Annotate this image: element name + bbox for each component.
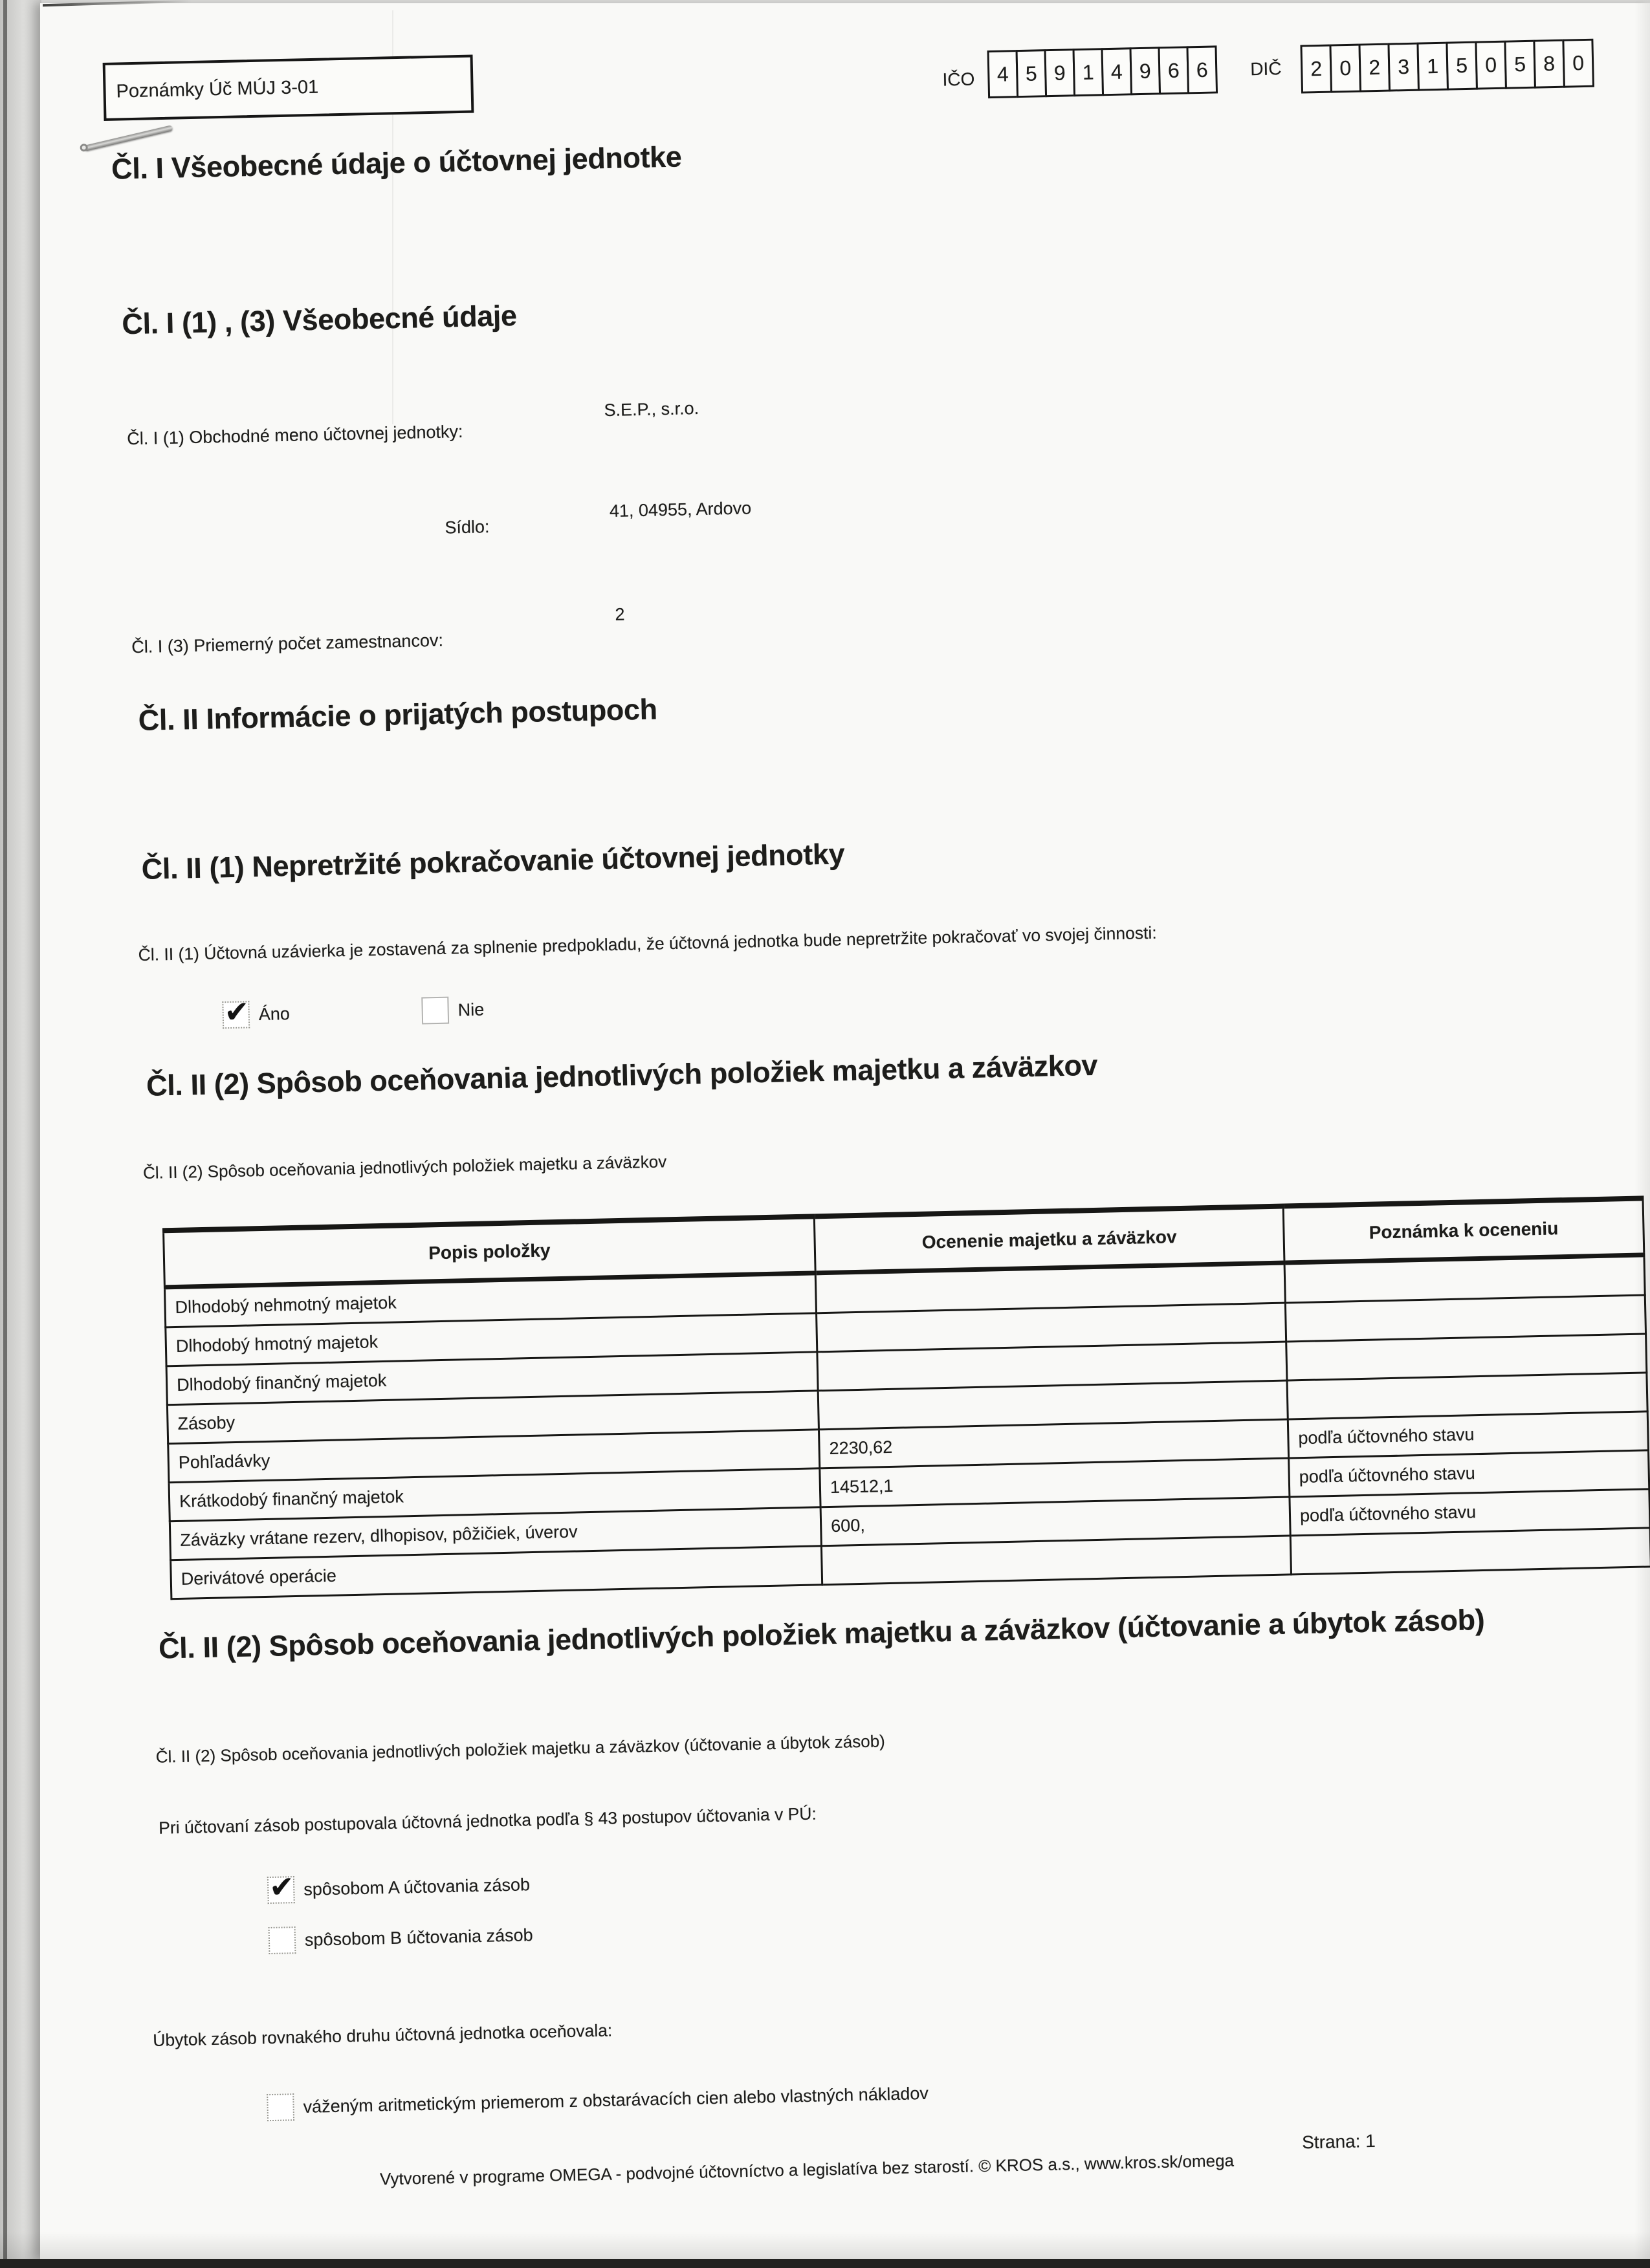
- table-cell: Záväzky vrátane rezerv, dlhopisov, pôžičiek, úverov: [170, 1507, 821, 1560]
- table-cell: 600,: [820, 1497, 1290, 1546]
- employees-label: Čl. I (3) Priemerný počet zamestnancov:: [131, 630, 444, 657]
- scan-bottom-fade: [0, 2232, 1650, 2259]
- table-header-cell: Popis položky: [164, 1216, 816, 1287]
- table-cell: Krátkodobý finančný majetok: [169, 1468, 820, 1521]
- table-header-cell: Ocenenie majetku a záväzkov: [814, 1206, 1284, 1273]
- form-id-label: Poznámky Úč MÚJ 3-01: [116, 76, 319, 102]
- pen-scratch-mark: [83, 125, 173, 151]
- business-name-label: Čl. I (1) Obchodné meno účtovnej jednotky:: [126, 421, 463, 449]
- digit-cell: 6: [1186, 45, 1218, 94]
- method-b-option: [269, 1921, 534, 1954]
- weighted-average-option: [267, 2080, 929, 2121]
- table-cell: podľa účtovného stavu: [1288, 1412, 1648, 1458]
- table-cell: Dlhodobý finančný majetok: [166, 1352, 818, 1405]
- method-a-option: [267, 1871, 531, 1904]
- method-a-label: spôsobom A účtovania zásob: [303, 1874, 531, 1899]
- dic-label: DIČ: [1249, 58, 1282, 80]
- dic-digit-boxes: [1300, 39, 1594, 94]
- table-cell: Dlhodobý hmotný majetok: [166, 1313, 817, 1366]
- digit-cell: 3: [1387, 43, 1420, 92]
- going-concern-no-option: [421, 996, 484, 1024]
- digit-cell: 5: [1446, 41, 1478, 91]
- digit-cell: 2: [1300, 45, 1332, 94]
- valuation-table: [162, 1195, 1650, 1600]
- table-cell: 14512,1: [820, 1458, 1290, 1507]
- no-label: Nie: [457, 999, 485, 1020]
- going-concern-yes-option: [222, 994, 291, 1030]
- digit-cell: 2: [1358, 43, 1391, 93]
- inventory-method-statement: Pri účtovaní zásob postupovala účtovná jednotka podľa § 43 postupov účtovania v PÚ:: [158, 1804, 817, 1838]
- footer-credit: Vytvorené v programe OMEGA - podvojné účtovníctvo a legislatíva bez starostí. © KROS a.s., www.kros.sk/omega: [379, 2150, 1235, 2189]
- digit-cell: 4: [987, 50, 1019, 98]
- digit-cell: 4: [1101, 47, 1132, 96]
- form-id-box: [103, 54, 474, 120]
- yes-label: Áno: [258, 1003, 291, 1024]
- inventory-subtitle: Čl. II (2) Spôsob oceňovania jednotlivých položiek majetku a záväzkov (účtovanie a úbytok zásob): [155, 1731, 886, 1767]
- table-cell: podľa účtovného stavu: [1290, 1489, 1650, 1536]
- page-number: Strana: 1: [1301, 2130, 1376, 2153]
- table-header-cell: Poznámka k oceneniu: [1283, 1198, 1644, 1263]
- section-1-subtitle: Čl. I (1) , (3) Všeobecné údaje: [121, 299, 518, 341]
- table-cell: Dlhodobý nehmotný majetok: [164, 1273, 816, 1327]
- digit-cell: 6: [1158, 46, 1189, 94]
- section-2-title: Čl. II Informácie o prijatých postupoch: [138, 692, 658, 737]
- yes-checkbox[interactable]: [222, 994, 250, 1030]
- digit-cell: 0: [1329, 44, 1361, 93]
- scan-bottom-band: [0, 2259, 1650, 2268]
- seat-value: 41, 04955, Ardovo: [609, 498, 752, 521]
- table-cell: Derivátové operácie: [171, 1546, 822, 1599]
- digit-cell: 5: [1504, 40, 1536, 89]
- section-1-title: Čl. I Všeobecné údaje o účtovnej jednotke: [111, 140, 682, 186]
- seat-label: Sídlo:: [445, 517, 490, 538]
- digit-cell: 9: [1044, 49, 1076, 97]
- digit-cell: 1: [1072, 48, 1104, 96]
- digit-cell: 5: [1016, 49, 1048, 98]
- method-b-checkbox[interactable]: [269, 1926, 296, 1954]
- digit-cell: 1: [1416, 42, 1449, 91]
- table-cell: [1290, 1528, 1650, 1575]
- digit-cell: 8: [1533, 39, 1565, 89]
- table-cell: 2230,62: [819, 1419, 1288, 1468]
- no-checkbox[interactable]: [421, 997, 449, 1025]
- employees-value: 2: [615, 604, 625, 624]
- going-concern-title: Čl. II (1) Nepretržité pokračovanie účtovnej jednotky: [141, 837, 845, 886]
- business-name-value: S.E.P., s.r.o.: [604, 398, 699, 420]
- weighted-average-label: váženým aritmetickým priemerom z obstarávacích cien alebo vlastných nákladov: [303, 2083, 929, 2117]
- table-cell: Pohľadávky: [168, 1430, 820, 1483]
- check-mark-icon: ✔: [224, 994, 250, 1030]
- method-a-checkbox[interactable]: [267, 1869, 295, 1905]
- table-cell: Zásoby: [167, 1391, 819, 1444]
- going-concern-statement: Čl. II (1) Účtovná uzávierka je zostavená za splnenie predpokladu, že účtovná jednotka bude nepretržite pokračovať vo svojej činnosti:: [138, 922, 1157, 965]
- valuation-title: Čl. II (2) Spôsob oceňovania jednotlivých položiek majetku a záväzkov: [146, 1048, 1098, 1102]
- ico-label: IČO: [942, 69, 975, 90]
- valuation-subtitle: Čl. II (2) Spôsob oceňovania jednotlivých položiek majetku a záväzkov: [142, 1151, 667, 1183]
- check-mark-icon: ✔: [269, 1869, 295, 1905]
- inventory-decrease-statement: Úbytok zásob rovnakého druhu účtovná jednotka oceňovala:: [152, 2020, 613, 2050]
- weighted-average-checkbox[interactable]: [267, 2093, 294, 2121]
- table-cell: podľa účtovného stavu: [1289, 1450, 1649, 1497]
- digit-cell: 9: [1129, 47, 1161, 95]
- ico-digit-boxes: [987, 45, 1218, 98]
- method-b-label: spôsobom B účtovania zásob: [304, 1925, 533, 1950]
- digit-cell: 0: [1562, 39, 1594, 88]
- inventory-title: Čl. II (2) Spôsob oceňovania jednotlivých položiek majetku a záväzkov (účtovanie a úbytok zásob): [158, 1602, 1485, 1665]
- digit-cell: 0: [1475, 41, 1507, 90]
